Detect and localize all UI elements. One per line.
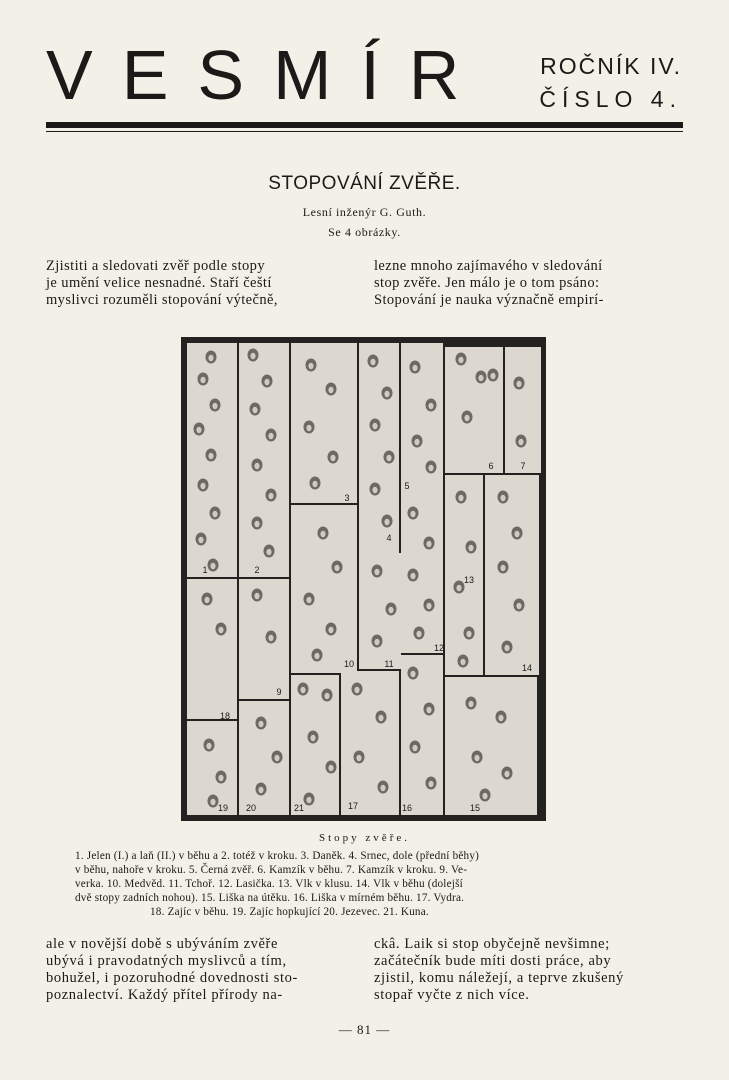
footprint-mark: [326, 623, 337, 636]
footprint-mark: [464, 627, 475, 640]
masthead: [46, 36, 686, 114]
footprint-mark: [210, 399, 221, 412]
footprint-mark: [370, 483, 381, 496]
article-figure-note: Se 4 obrázky.: [328, 225, 401, 239]
header-rule-thin: [46, 131, 683, 132]
track-panel: [505, 347, 541, 473]
footprint-mark: [372, 565, 383, 578]
footprint-mark: [476, 371, 487, 384]
footprint-mark: [498, 491, 509, 504]
header-rule-thick: [46, 122, 683, 128]
figure-panels: [187, 343, 541, 815]
footprint-mark: [412, 435, 423, 448]
panel-number: 5: [404, 481, 410, 491]
footprint-mark: [496, 711, 507, 724]
issue-number: ČÍSLO 4.: [539, 86, 682, 112]
footprint-mark: [454, 581, 465, 594]
footprint-mark: [312, 649, 323, 662]
footprint-mark: [514, 377, 525, 390]
footprint-mark: [210, 507, 221, 520]
footprint-mark: [382, 515, 393, 528]
footprint-mark: [206, 351, 217, 364]
footprint-mark: [458, 655, 469, 668]
footprint-mark: [462, 411, 473, 424]
footprint-mark: [198, 373, 209, 386]
footprint-mark: [408, 667, 419, 680]
footprint-mark: [378, 781, 389, 794]
footprint-mark: [424, 537, 435, 550]
text-line: lezne mnoho zajímavého v sledování: [374, 258, 603, 274]
footprint-mark: [206, 449, 217, 462]
footprint-mark: [266, 429, 277, 442]
issue-info: [539, 50, 682, 116]
intro-column-right: [374, 258, 682, 309]
panel-number: 16: [401, 803, 413, 813]
page-number: — 81 —: [338, 1022, 391, 1037]
closing-column-right: [374, 936, 682, 1004]
panel-number: 15: [469, 803, 481, 813]
footprint-mark: [328, 451, 339, 464]
footprint-mark: [252, 589, 263, 602]
footprint-mark: [372, 635, 383, 648]
footprint-mark: [466, 697, 477, 710]
panel-number: 11: [384, 659, 394, 669]
panel-number: 1: [202, 565, 208, 575]
footprint-mark: [308, 731, 319, 744]
footprint-mark: [408, 507, 419, 520]
text-line: bohužel, i pozoruhodné dovednosti sto-: [46, 970, 298, 986]
footprint-mark: [354, 751, 365, 764]
footprint-mark: [426, 399, 437, 412]
text-line: Zjistiti a sledovati zvěř podle stopy: [46, 258, 265, 274]
panel-number: 19: [217, 803, 229, 813]
footprint-mark: [472, 751, 483, 764]
animal-tracks-figure: [181, 337, 546, 821]
caption-line: v běhu, nahoře v kroku. 5. Černá zvěř. 6. Kamzík v běhu. 7. Kamzík v kroku. 9. Ve-: [75, 864, 468, 876]
footprint-mark: [426, 777, 437, 790]
track-panel: [401, 655, 443, 815]
footprint-mark: [512, 527, 523, 540]
figure-caption: [75, 849, 655, 919]
track-panel: [445, 347, 503, 473]
footprint-mark: [410, 361, 421, 374]
footprint-mark: [488, 369, 499, 382]
track-panel: [341, 671, 399, 815]
text-line: stop zvěře. Jen málo je o tom psáno:: [374, 275, 600, 291]
article-title: STOPOVÁNÍ ZVĚŘE.: [268, 173, 461, 194]
footprint-mark: [408, 569, 419, 582]
footprint-mark: [264, 545, 275, 558]
footprint-mark: [266, 489, 277, 502]
track-panel: [359, 343, 399, 553]
footprint-mark: [310, 477, 321, 490]
footprint-mark: [256, 783, 267, 796]
caption-line: 1. Jelen (I.) a laň (II.) v běhu a 2. totéž v kroku. 3. Daněk. 4. Srnec, dole (přední běhy): [75, 850, 480, 862]
footprint-mark: [248, 349, 259, 362]
text-line: ckâ. Laik si stop obyčejně nevšimne;: [374, 936, 610, 952]
footprint-mark: [456, 491, 467, 504]
footprint-mark: [318, 527, 329, 540]
footprint-mark: [198, 479, 209, 492]
panel-number: 12: [433, 643, 445, 653]
panel-number: 21: [293, 803, 305, 813]
caption-line: verka. 10. Medvěd. 11. Tchoř. 12. Lasička. 13. Vlk v klusu. 14. Vlk v běhu (dolejší: [75, 878, 463, 890]
track-panel: [445, 677, 537, 815]
panel-number: 13: [463, 575, 475, 585]
footprint-mark: [368, 355, 379, 368]
text-line: poznalectví. Každý přítel přírody na-: [46, 987, 283, 1003]
footprint-mark: [384, 451, 395, 464]
footprint-mark: [202, 593, 213, 606]
panel-number: 3: [344, 493, 350, 503]
footprint-mark: [196, 533, 207, 546]
footprint-mark: [498, 561, 509, 574]
track-panel: [401, 343, 443, 493]
panel-number: 9: [276, 687, 282, 697]
footprint-mark: [304, 421, 315, 434]
journal-title: VESMÍR: [46, 36, 489, 114]
figure-caption-title: Stopy zvěře.: [319, 832, 410, 844]
footprint-mark: [304, 593, 315, 606]
panel-number: 20: [245, 803, 257, 813]
footprint-mark: [216, 623, 227, 636]
caption-line: 18. Zajíc v běhu. 19. Zajíc hopkující 20. Jezevec. 21. Kuna.: [150, 906, 429, 918]
panel-number: 18: [219, 711, 231, 721]
footprint-mark: [382, 387, 393, 400]
panel-number: 7: [520, 461, 526, 471]
volume-label: ROČNÍK IV.: [540, 53, 682, 79]
footprint-mark: [204, 739, 215, 752]
footprint-mark: [456, 353, 467, 366]
footprint-mark: [298, 683, 309, 696]
text-line: zjistil, komu náležejí, a teprve zkušený: [374, 970, 624, 986]
text-line: myslivci rozuměli stopování výtečně,: [46, 292, 278, 308]
text-line: ale v novější době s ubýváním zvěře: [46, 936, 278, 952]
footprint-mark: [208, 559, 219, 572]
footprint-mark: [306, 359, 317, 372]
panel-number: 14: [521, 663, 533, 673]
footprint-mark: [424, 703, 435, 716]
footprint-mark: [266, 631, 277, 644]
footprint-mark: [256, 717, 267, 730]
footprint-mark: [480, 789, 491, 802]
footprint-mark: [252, 517, 263, 530]
footprint-mark: [410, 741, 421, 754]
footprint-mark: [208, 795, 219, 808]
footprint-mark: [272, 751, 283, 764]
footprint-mark: [502, 641, 513, 654]
panel-number: 2: [254, 565, 260, 575]
footprint-mark: [516, 435, 527, 448]
text-line: je umění velice nesnadné. Staří čeští: [46, 275, 272, 291]
intro-column-left: [46, 258, 352, 309]
footprint-mark: [326, 383, 337, 396]
closing-column-left: [46, 936, 352, 1004]
footprint-mark: [304, 793, 315, 806]
article-byline: Lesní inženýr G. Guth.: [302, 205, 427, 219]
footprint-mark: [426, 461, 437, 474]
footprint-mark: [424, 599, 435, 612]
panel-number: 4: [386, 533, 392, 543]
caption-line: dvě stopy zadních nohou). 15. Liška na útěku. 16. Liška v mírném běhu. 17. Vydra.: [75, 892, 465, 904]
panel-number: 6: [488, 461, 494, 471]
footprint-mark: [250, 403, 261, 416]
footprint-mark: [216, 771, 227, 784]
footprint-mark: [376, 711, 387, 724]
footprint-mark: [194, 423, 205, 436]
track-panel: [291, 343, 357, 503]
text-line: začátečník bude míti dosti práce, aby: [374, 953, 612, 969]
text-line: Stopování je nauka význačně empirí-: [374, 292, 604, 308]
footprint-mark: [466, 541, 477, 554]
footprint-mark: [352, 683, 363, 696]
footprint-mark: [326, 761, 337, 774]
text-line: stopař vyčte z nich více.: [374, 987, 530, 1003]
footprint-mark: [332, 561, 343, 574]
track-panel: [239, 579, 289, 699]
footprint-mark: [262, 375, 273, 388]
panel-number: 17: [347, 801, 359, 811]
panel-number: 10: [343, 659, 355, 669]
footprint-mark: [386, 603, 397, 616]
footprint-mark: [502, 767, 513, 780]
text-line: ubývá i pravodatných myslivců a tím,: [46, 953, 287, 969]
footprint-mark: [514, 599, 525, 612]
footprint-mark: [252, 459, 263, 472]
footprint-mark: [370, 419, 381, 432]
footprint-mark: [322, 689, 333, 702]
footprint-mark: [414, 627, 425, 640]
